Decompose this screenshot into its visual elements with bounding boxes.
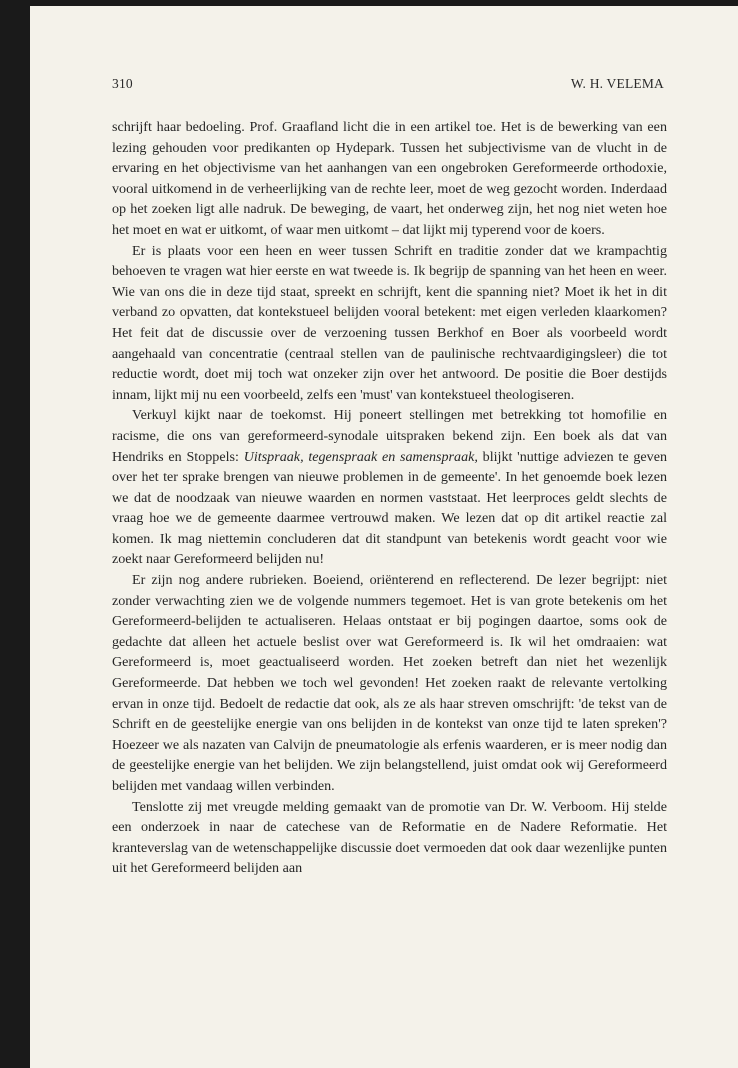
running-header: [112, 76, 664, 92]
body-text: [112, 117, 667, 879]
paragraph-3-start: Verkuyl kijkt naar de toekomst. Hij poneert stellingen met betrekking tot homofilie en racisme, die ons van gereformeerd-synodale uitspraken bekend zijn. Een boek als dat van Hendriks en Stoppels:: [112, 407, 667, 465]
paragraph-5: Tenslotte zij met vreugde melding gemaakt van de promotie van Dr. W. Verboom. Hij stelde een onderzoek in naar de catechese van de Reformatie en de Nadere Reformatie. Het kranteverslag van de wetenschappelijke discussie doet vermoeden dat ook daar wezenlijke punten uit het Gereformeerd belijden aan: [112, 798, 667, 877]
book-title: Uitspraak, tegenspraak en samenspraak,: [243, 448, 478, 465]
paragraph-3: [112, 405, 667, 570]
paragraph-2: Er is plaats voor een heen en weer tussen Schrift en traditie zonder dat we krampachtig behoeven te vragen wat hier eerste en wat tweede is. Ik begrijp de spanning van het heen en weer. Wie van ons die in deze tijd staat, spreekt en schrijft, kent die spanning niet? Moet ik het in dit verband zo opvatten, dat kontekstueel belijden vooral betekent: met eigen verleden klaarkomen? Het feit dat de discussie over de verzoening tussen Berkhof en Boer als voorbeeld wordt aangehaald van concentratie (centraal stellen van de paulinische rechtvaardigingsleer) die tot reductie wordt, doet mij toch wat onzeker zijn over het antwoord. De positie die Boer destijds innam, lijkt mij nu een voorbeeld, zelfs een 'must' van kontekstueel theologiseren.: [112, 242, 667, 403]
running-author: W. H. VELEMA: [570, 76, 664, 91]
paragraph-4: Er zijn nog andere rubrieken. Boeiend, oriënterend en reflecterend. De lezer begrijpt: niet zonder verwachting zien we de volgende nummers tegemoet. Het is van grote betekenis om het Gereformeerd-belijden te actualiseren. Helaas ontstaat er bij pogingen daartoe, soms ook de gedachte dat alleen het actuele beslist over wat Gereformeerd is. Ik wil het omdraaien: wat Gereformeerd is, moet geactualiseerd worden. Het zoeken betreft dan niet het wezenlijk Gereformeerde. Dat hebben we toch wel gevonden! Het zoeken raakt de relevante vertolking ervan in onze tijd. Bedoelt de redactie dat ook, als ze als haar streven omschrijft: 'de tekst van de Schrift en de geestelijke energie van ons belijden in de kontekst van onze tijd te laten spreken'? Hoezeer we als nazaten van Calvijn de pneumatologie als erfenis waarderen, er is meer nodig dan de geestelijke energie van het belijden. We zijn belangstellend, juist omdat ook wij Gereformeerd belijden met vandaag willen verbinden.: [112, 572, 667, 794]
paragraph-3-end: blijkt 'nuttige adviezen te geven over het ter sprake brengen van nieuwe problemen in de gemeente'. In het genoemde boek lezen we dat de noodzaak van nieuwe waarden en normen vaststaat. Het leerproces geldt slechts de vraag hoe we de gemeente daarmee vertrouwd maken. We lezen dat op dit artikel reactie zal komen. Ik mag niettemin concluderen dat dit standpunt van betekenis wordt geacht voor wie zoekt naar Gereformeerd belijden nu!: [112, 448, 667, 568]
page-number: 310: [112, 76, 133, 91]
paragraph-1: schrijft haar bedoeling. Prof. Graafland licht die in een artikel toe. Het is de bewerking van een lezing gehouden voor predikanten op Hydepark. Tussen het subjectivisme van de vlucht in de ervaring en het objectivisme van het aanhangen van een ongebroken Gereformeerde orthodoxie, vooral uitkomend in de verheerlijking van de rechte leer, moet de weg gezocht worden. Inderdaad op het zoeken ligt alle nadruk. De beweging, de vaart, het onderweg zijn, het nog niet weten hoe het moet en wat er uitkomt, of waar men uitkomt – dat lijkt mij typerend voor de koers.: [112, 119, 667, 238]
